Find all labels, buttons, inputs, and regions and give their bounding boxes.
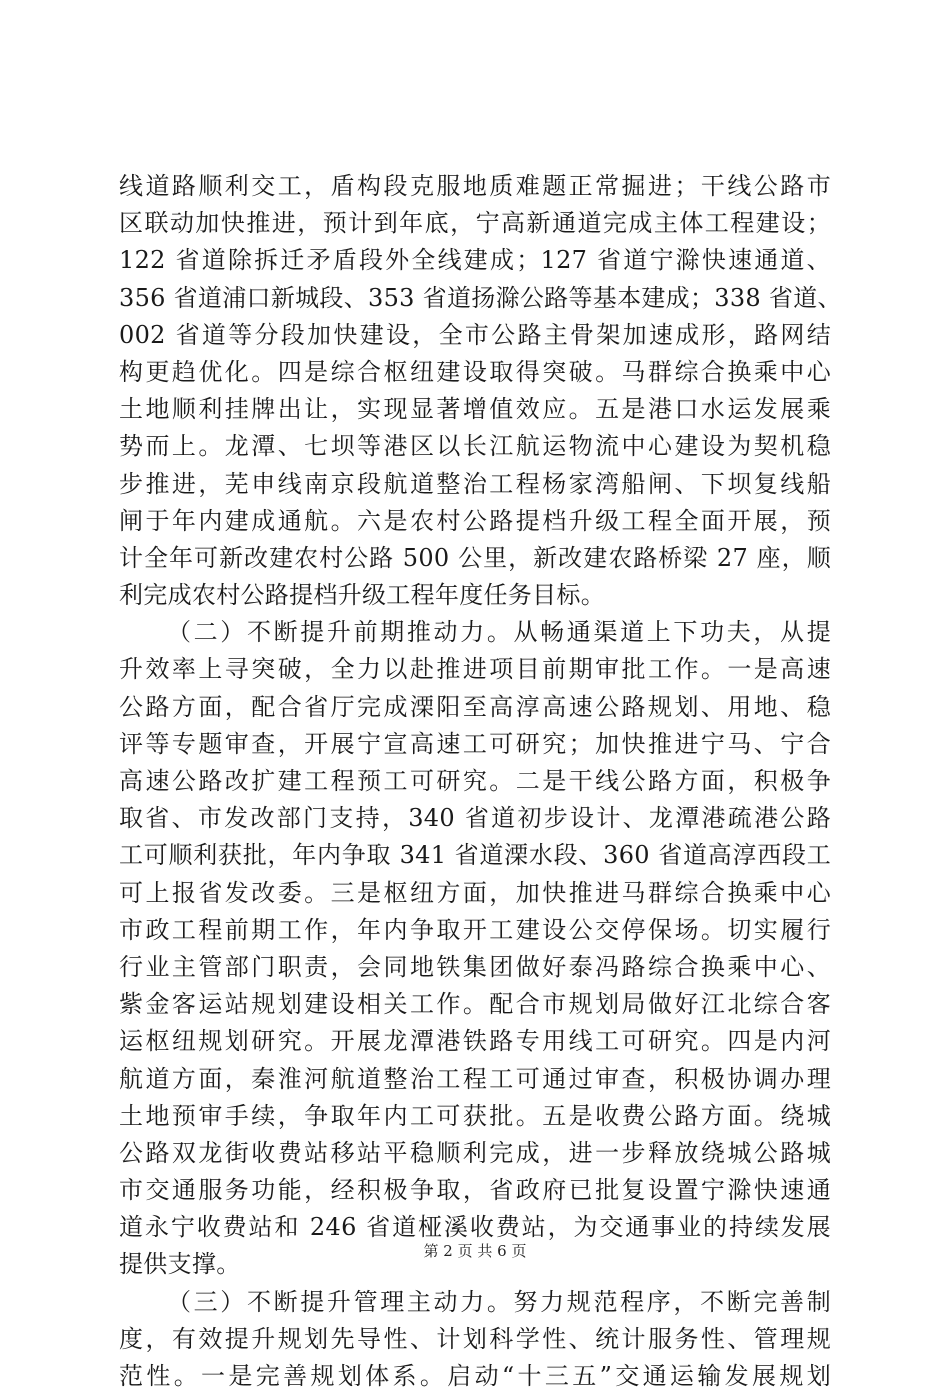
text-line: 区联动加快推进，预计到年底，宁高新通道完成主体工程建设； [119, 209, 831, 238]
text-line: 行业主管部门职责，会同地铁集团做好泰冯路综合换乘中心、 [119, 952, 831, 981]
text-line: 构更趋优化。四是综合枢纽建设取得突破。马群综合换乘中心 [119, 357, 831, 386]
text-line: （三）不断提升管理主动力。努力规范程序，不断完善制 [167, 1287, 831, 1316]
text-line: 土地顺利挂牌出让，实现显著增值效应。五是港口水运发展乘 [119, 395, 831, 424]
text-line: 356 省道浦口新城段、353 省道扬滁公路等基本建成；338 省道、 [119, 283, 842, 312]
text-line: （二）不断提升前期推动力。从畅通渠道上下功夫，从提 [167, 618, 831, 647]
text-line: 线道路顺利交工，盾构段克服地质难题正常掘进；干线公路市 [119, 172, 831, 200]
text-line: 公路方面，配合省厅完成溧阳至高淳高速公路规划、用地、稳 [119, 692, 831, 721]
text-line: 高速公路改扩建工程预工可研究。二是干线公路方面，积极争 [119, 767, 831, 795]
text-line: 步推进，芜申线南京段航道整治工程杨家湾船闸、下坝复线船 [119, 469, 831, 498]
paragraph-1 [119, 168, 842, 614]
paragraph-3 [119, 1284, 831, 1395]
text-line: 计全年可新改建农村公路 500 公里，新改建农路桥梁 27 座，顺 [119, 543, 831, 572]
text-line: 道永宁收费站和 246 省道桠溪收费站，为交通事业的持续发展 [119, 1213, 831, 1242]
text-line: 利完成农村公路提档升级工程年度任务目标。 [119, 581, 605, 610]
text-line: 可上报省发改委。三是枢纽方面，加快推进马群综合换乘中心 [119, 878, 831, 907]
text-line: 闸于年内建成通航。六是农村公路提档升级工程全面开展，预 [119, 506, 831, 535]
text-line: 紫金客运站规划建设相关工作。配合市规划局做好江北综合客 [119, 990, 831, 1019]
text-line: 升效率上寻突破，全力以赴推进项目前期审批工作。一是高速 [119, 655, 831, 684]
text-line: 范性。一是完善规划体系。启动“十三五”交通运输发展规划 [119, 1362, 831, 1390]
document-body [119, 168, 842, 1395]
text-line: 取省、市发改部门支持，340 省道初步设计、龙潭港疏港公路 [119, 804, 831, 833]
text-line: 航道方面，秦淮河航道整治工程工可通过审查，积极协调办理 [119, 1064, 831, 1093]
text-line: 土地预审手续，争取年内工可获批。五是收费公路方面。绕城 [119, 1101, 831, 1130]
text-line: 公路双龙街收费站移站平稳顺利完成，进一步释放绕城公路城 [119, 1138, 831, 1167]
text-line: 市交通服务功能，经积极争取，省政府已批复设置宁滁快速通 [119, 1176, 831, 1205]
text-line: 工可顺利获批，年内争取 341 省道溧水段、360 省道高淳西段工 [119, 841, 831, 870]
paragraph-2 [119, 614, 831, 1283]
text-line: 市政工程前期工作，年内争取开工建设公交停保场。切实履行 [119, 915, 831, 944]
text-line: 度，有效提升规划先导性、计划科学性、统计服务性、管理规 [119, 1324, 831, 1353]
text-line: 提供支撑。 [119, 1250, 241, 1279]
text-line: 评等专题审查，开展宁宣高速工可研究；加快推进宁马、宁合 [119, 729, 831, 758]
text-line: 势而上。龙潭、七坝等港区以长江航运物流中心建设为契机稳 [119, 432, 831, 461]
page-footer: 第 2 页 共 6 页 [423, 1242, 527, 1260]
text-line: 002 省道等分段加快建设，全市公路主骨架加速成形，路网结 [119, 320, 831, 349]
text-line: 运枢纽规划研究。开展龙潭港铁路专用线工可研究。四是内河 [119, 1027, 831, 1056]
text-line: 122 省道除拆迁矛盾段外全线建成；127 省道宁滁快速通道、 [119, 246, 831, 275]
